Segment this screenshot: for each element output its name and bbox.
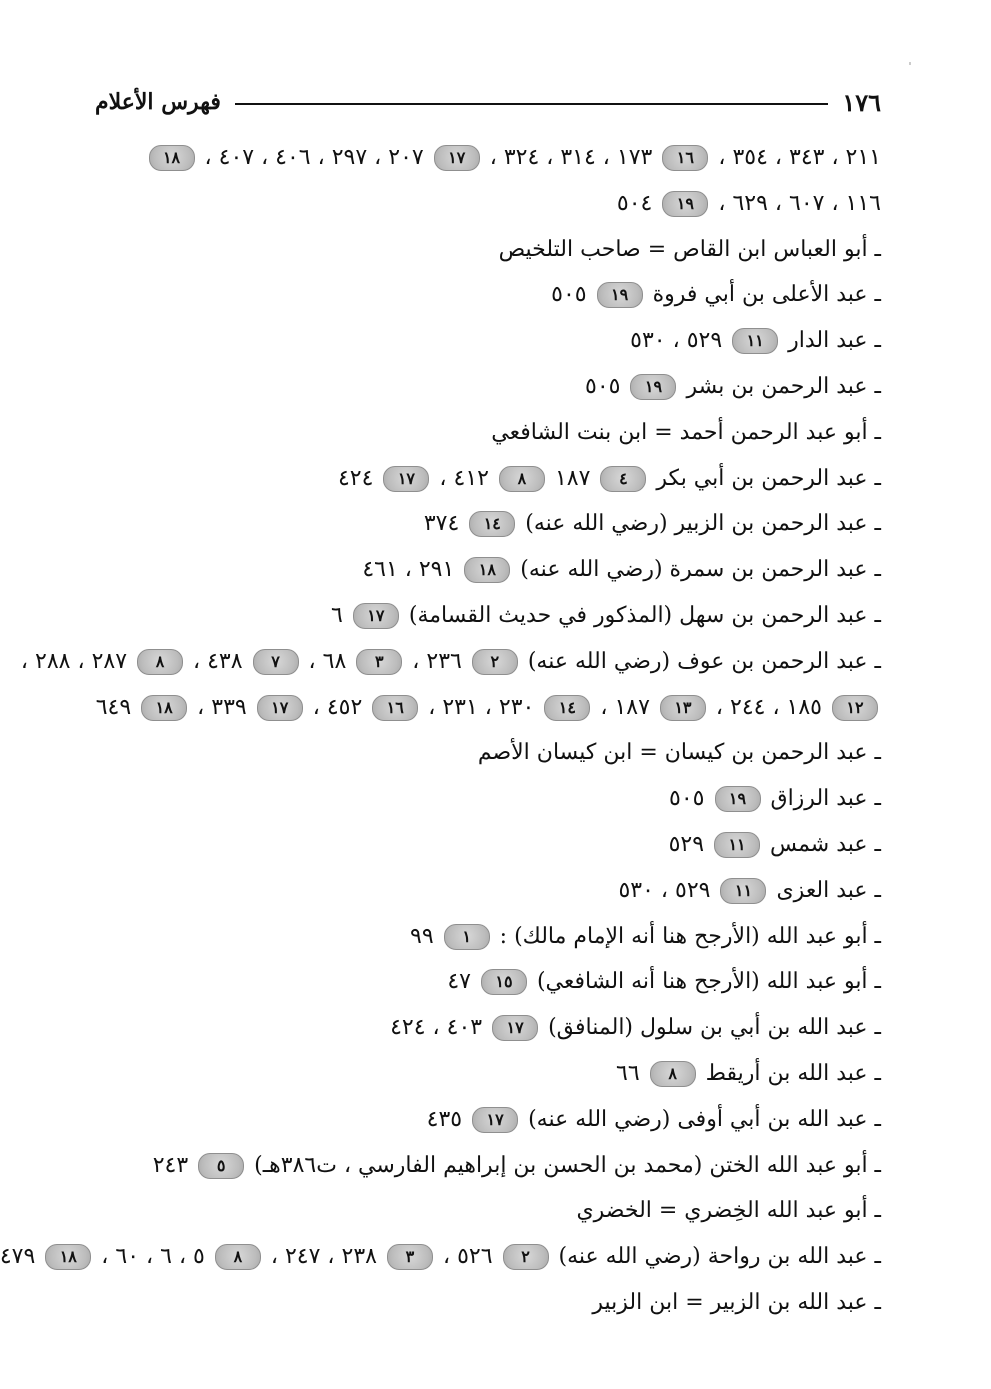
entry-text: ـ عبد الله بن الزبير = ابن الزبير xyxy=(592,1289,881,1315)
index-line xyxy=(105,1143,881,1189)
index-line xyxy=(105,1097,881,1143)
entry-text: ٥٠٤ xyxy=(616,190,660,216)
index-line xyxy=(105,547,881,593)
entry-text: ٥٠٥ xyxy=(669,786,712,812)
volume-badge: ١٨ xyxy=(45,1244,91,1270)
volume-badge: ٨ xyxy=(650,1061,696,1087)
entry-text: ٦ xyxy=(331,602,350,628)
volume-badge: ١١ xyxy=(720,878,766,904)
entry-text: ٤٣٥ xyxy=(426,1106,470,1132)
entry-text: ٦٦ xyxy=(616,1060,647,1086)
entry-text: ٣٧٤ xyxy=(423,511,467,537)
volume-badge: ٥ xyxy=(198,1153,244,1179)
entry-text: ٤٥٢ ، xyxy=(305,694,370,720)
index-line xyxy=(105,364,881,410)
entry-text: ٣٣٩ ، xyxy=(190,694,254,720)
entry-text: ـ عبد الله بن أبي أوفى (رضي الله عنه) xyxy=(521,1106,881,1132)
index-line xyxy=(105,593,881,639)
volume-badge: ١٦ xyxy=(372,695,418,721)
volume-badge: ١٧ xyxy=(492,1015,538,1041)
volume-badge: ١٩ xyxy=(630,374,676,400)
volume-badge: ١٩ xyxy=(597,282,643,308)
entry-text: ٤١٢ ، xyxy=(432,465,496,491)
index-line xyxy=(105,135,881,181)
entry-text: ٤٧٩ xyxy=(0,1244,43,1270)
index-line xyxy=(105,318,881,364)
entry-text: ـ عبد الأعلى بن أبي فروة xyxy=(645,282,881,308)
volume-badge: ٨ xyxy=(499,466,545,492)
volume-badge: ١ xyxy=(444,924,490,950)
volume-badge: ٣ xyxy=(356,649,402,675)
volume-badge: ١٤ xyxy=(469,511,515,537)
page-header xyxy=(95,82,881,122)
index-line xyxy=(105,776,881,822)
index-entries xyxy=(0,135,881,1326)
index-line xyxy=(20,639,881,685)
entry-text: ـ عبد الرحمن بن عوف (رضي الله عنه) xyxy=(520,648,881,674)
index-line xyxy=(105,1051,881,1097)
index-line xyxy=(105,959,881,1005)
volume-badge: ١٤ xyxy=(544,695,590,721)
entry-text: ٤٧ xyxy=(447,969,478,995)
volume-badge: ٣ xyxy=(387,1244,433,1270)
volume-badge: ١٧ xyxy=(383,466,429,492)
volume-badge: ١٥ xyxy=(481,969,527,995)
entry-text: ـ عبد العزى xyxy=(769,877,881,903)
entry-text: ١٨٧ ، xyxy=(593,694,657,720)
index-line xyxy=(95,685,881,731)
index-line xyxy=(105,822,881,868)
volume-badge: ١١ xyxy=(714,832,760,858)
index-line xyxy=(105,227,881,273)
entry-text: ٥٢٦ ، xyxy=(435,1244,500,1270)
entry-text: ـ أبو عبد الله (الأرجح هنا أنه الشافعي) xyxy=(529,969,881,995)
entry-text: ٥٠٥ xyxy=(551,282,594,308)
volume-badge: ١٦ xyxy=(662,145,708,171)
volume-badge: ١٩ xyxy=(715,786,761,812)
volume-badge: ١٧ xyxy=(472,1107,518,1133)
entry-text: ـ عبد الرحمن بن كيسان = ابن كيسان الأصم xyxy=(477,740,881,766)
index-line xyxy=(105,181,881,227)
index-line xyxy=(105,914,881,960)
entry-text: ١٧٣ ، ٣١٤ ، ٣٢٤ ، xyxy=(482,145,660,170)
volume-badge: ١٢ xyxy=(832,695,878,721)
entry-text: ٢٣٠ ، ٢٣١ ، xyxy=(421,694,542,720)
entry-text: ١٨٥ ، ٢٤٤ ، xyxy=(708,694,829,720)
index-line xyxy=(105,730,881,776)
entry-text: ٥ ، ٦ ، ٦٠ ، xyxy=(94,1244,212,1270)
entry-text: ٢٣٦ ، xyxy=(405,648,469,674)
index-line xyxy=(105,1005,881,1051)
volume-badge: ٨ xyxy=(137,649,183,675)
volume-badge: ٢ xyxy=(503,1244,549,1270)
entry-text: ٥٢٩ ، ٥٣٠ xyxy=(630,328,730,354)
volume-badge: ٨ xyxy=(215,1244,261,1270)
entry-text: ـ أبو عبد الرحمن أحمد = ابن بنت الشافعي xyxy=(491,419,881,445)
entry-text: ـ أبو العباس ابن القاص = صاحب التلخيص xyxy=(498,236,881,262)
index-line xyxy=(105,1188,881,1234)
entry-text: ـ عبد شمس xyxy=(763,831,881,857)
volume-badge: ١٩ xyxy=(662,191,708,217)
volume-badge: ١٧ xyxy=(257,695,303,721)
entry-text: ٦٨ ، xyxy=(301,648,354,674)
entry-text: ـ عبد الرزاق xyxy=(763,786,881,812)
entry-text: ـ عبد الله بن رواحة (رضي الله عنه) xyxy=(551,1244,881,1270)
entry-text: ٤٢٤ xyxy=(337,465,381,491)
entry-text: ٥٢٩ xyxy=(668,831,712,857)
entry-text: ٢٩١ ، ٤٦١ xyxy=(362,557,462,583)
index-line xyxy=(105,272,881,318)
entry-text: ـ عبد الله بن أريقط xyxy=(698,1060,881,1086)
entry-text: ـ عبد الله بن أبي بن سلول (المنافق) xyxy=(541,1015,881,1041)
entry-text: ٢٣٨ ، ٢٤٧ ، xyxy=(263,1244,384,1270)
entry-text: ١١٦ ، ٦٠٧ ، ٦٢٩ ، xyxy=(711,190,881,216)
entry-text: ٥٠٥ xyxy=(585,373,628,399)
index-line xyxy=(105,1280,881,1326)
entry-text: ٢٤٣ xyxy=(152,1152,196,1178)
entry-text: ـ عبد الرحمن بن أبي بكر xyxy=(649,465,881,491)
running-title: فهرس الأعلام xyxy=(95,89,221,115)
index-line xyxy=(105,456,881,502)
entry-text: ـ أبو عبد الله الختن (محمد بن الحسن بن إبراهيم الفارسي ، ت٣٨٦هـ) xyxy=(247,1152,881,1178)
entry-text: ٤٣٨ ، xyxy=(186,648,250,674)
entry-text: ـ عبد الدار xyxy=(781,328,881,354)
index-line xyxy=(105,868,881,914)
entry-text: ٦٤٩ xyxy=(95,694,139,720)
margin-speck xyxy=(909,62,911,65)
entry-text: ٢٠٧ ، ٢٩٧ ، ٤٠٦ ، ٤٠٧ ، xyxy=(197,145,431,170)
volume-badge: ٢ xyxy=(472,649,518,675)
entry-text: ـ أبو عبد الله (الأرجح هنا أنه الإمام مالك) : xyxy=(492,923,881,949)
entry-text: ـ أبو عبد الله الخِضري = الخضري xyxy=(576,1198,881,1224)
volume-badge: ١٣ xyxy=(660,695,706,721)
volume-badge: ٧ xyxy=(253,649,299,675)
volume-badge: ١٧ xyxy=(434,145,480,171)
entry-text: ١٨٧ xyxy=(547,465,598,491)
volume-badge: ١٨ xyxy=(141,695,187,721)
entry-text: ـ عبد الرحمن بن سمرة (رضي الله عنه) xyxy=(513,557,881,583)
volume-badge: ١٨ xyxy=(464,557,510,583)
entry-text: ٤٠٣ ، ٤٢٤ xyxy=(390,1015,490,1041)
volume-badge: ١٧ xyxy=(353,603,399,629)
page-number: ١٧٦ xyxy=(842,87,881,117)
entry-text: ٩٩ xyxy=(410,923,441,949)
entry-text: ٢١١ ، ٣٤٣ ، ٣٥٤ ، xyxy=(711,145,881,170)
entry-text: ـ عبد الرحمن بن بشر xyxy=(679,373,881,399)
volume-badge: ٤ xyxy=(600,466,646,492)
index-line xyxy=(0,1234,881,1280)
entry-text: ـ عبد الرحمن بن سهل (المذكور في حديث القسامة) xyxy=(401,602,881,628)
entry-text: ٥٢٩ ، ٥٣٠ xyxy=(618,877,718,903)
volume-badge: ١٨ xyxy=(149,145,195,171)
index-line xyxy=(105,410,881,456)
header-rule xyxy=(235,103,828,105)
volume-badge: ١١ xyxy=(732,328,778,354)
index-line xyxy=(105,501,881,547)
entry-text: ٢٨٧ ، ٢٨٨ ، xyxy=(20,648,135,674)
entry-text: ـ عبد الرحمن بن الزبير (رضي الله عنه) xyxy=(518,511,881,537)
